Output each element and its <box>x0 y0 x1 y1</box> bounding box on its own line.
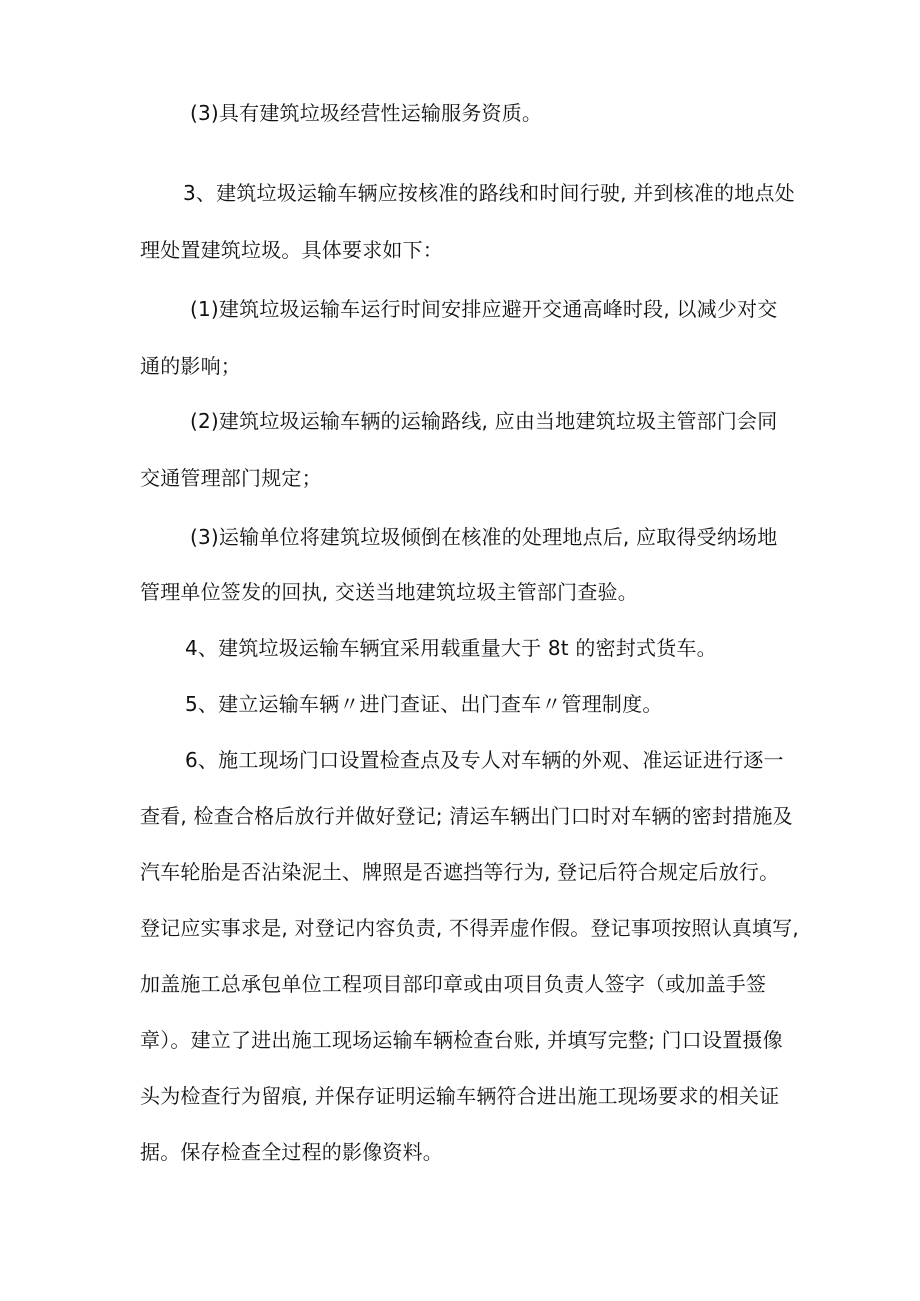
paragraph-line: 汽车轮胎是否沾染泥土、牌照是否遮挡等行为, 登记后符合规定后放行。 <box>140 860 780 884</box>
paragraph-line: 加盖施工总承包单位工程项目部印章或由项目负责人签字（或加盖手签 <box>140 972 767 996</box>
paragraph-line: 登记应实事求是, 对登记内容负责, 不得弄虚作假。登记事项按照认真填写, <box>140 916 799 940</box>
paragraph-line: 通的影响； <box>140 354 241 378</box>
paragraph-line: 5、建立运输车辆〃进门查证、出门查车〃管理制度。 <box>185 692 663 716</box>
paragraph-line: (1)建筑垃圾运输车运行时间安排应避开交通高峰时段, 以减少对交 <box>190 297 778 321</box>
paragraph-line: 据。保存检查全过程的影像资料。 <box>140 1140 443 1164</box>
paragraph-line: (2)建筑垃圾运输车辆的运输路线, 应由当地建筑垃圾主管部门会同 <box>190 409 778 433</box>
paragraph-line: 4、建筑垃圾运输车辆宜采用载重量大于 8t 的密封式货车。 <box>185 636 717 660</box>
paragraph-line: 章）。建立了进出施工现场运输车辆检查台账, 并填写完整; 门口设置摄像 <box>140 1028 783 1052</box>
paragraph-line: 管理单位签发的回执, 交送当地建筑垃圾主管部门查验。 <box>140 580 638 604</box>
paragraph-line: 头为检查行为留痕, 并保存证明运输车辆符合进出施工现场要求的相关证 <box>140 1084 780 1108</box>
paragraph-line: (3)具有建筑垃圾经营性运输服务资质。 <box>190 101 543 125</box>
paragraph-line: 3、建筑垃圾运输车辆应按核准的路线和时间行驶, 并到核准的地点处 <box>183 181 795 205</box>
paragraph-line: 6、施工现场门口设置检查点及专人对车辆的外观、准运证进行逐一 <box>185 748 784 772</box>
paragraph-line: 交通管理部门规定； <box>140 466 322 490</box>
paragraph-line: (3)运输单位将建筑垃圾倾倒在核准的处理地点后, 应取得受纳场地 <box>190 525 778 549</box>
paragraph-line: 查看, 检查合格后放行并做好登记; 清运车辆出门口时对车辆的密封措施及 <box>140 804 793 828</box>
paragraph-line: 理处置建筑垃圾。具体要求如下： <box>140 238 443 262</box>
